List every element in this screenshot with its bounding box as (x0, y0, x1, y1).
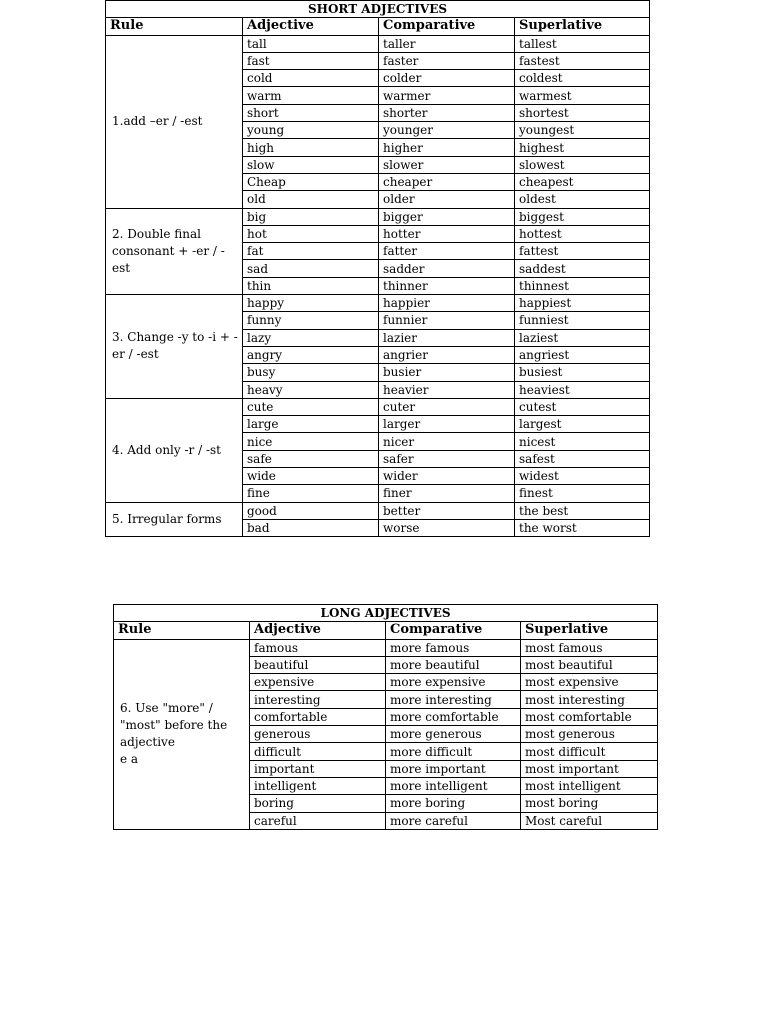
adjective-cell: difficult (250, 743, 386, 760)
comparative-cell: larger (379, 416, 515, 433)
adjective-cell: intelligent (250, 777, 386, 794)
comparative-cell: more interesting (386, 691, 521, 708)
table-title-row (114, 605, 658, 622)
table-row (106, 502, 650, 519)
adjective-cell: interesting (250, 691, 386, 708)
table-title: LONG ADJECTIVES (114, 605, 658, 622)
comparative-cell: more difficult (386, 743, 521, 760)
table-title-row (106, 1, 650, 18)
comparative-cell: more intelligent (386, 777, 521, 794)
comparative-cell: heavier (379, 381, 515, 398)
comparative-cell: more boring (386, 795, 521, 812)
comparative-cell: more generous (386, 726, 521, 743)
superlative-cell: saddest (515, 260, 650, 277)
adjective-cell: warm (243, 87, 379, 104)
adjective-cell: busy (243, 364, 379, 381)
table-row (106, 295, 650, 312)
adjective-cell: thin (243, 277, 379, 294)
superlative-header: Superlative (515, 18, 650, 35)
adjective-cell: cold (243, 70, 379, 87)
adjective-cell: safe (243, 450, 379, 467)
comparative-cell: more beautiful (386, 656, 521, 673)
comparative-cell: colder (379, 70, 515, 87)
adjective-cell: comfortable (250, 708, 386, 725)
comparative-cell: taller (379, 35, 515, 52)
superlative-cell: highest (515, 139, 650, 156)
adjective-cell: big (243, 208, 379, 225)
comparative-cell: worse (379, 519, 515, 536)
superlative-cell: angriest (515, 346, 650, 363)
rule-text-line: 4. Add only -r / -st (112, 442, 221, 457)
superlative-cell: finest (515, 485, 650, 502)
comparative-cell: happier (379, 295, 515, 312)
comparative-cell: bigger (379, 208, 515, 225)
superlative-cell: youngest (515, 122, 650, 139)
superlative-cell: most difficult (521, 743, 658, 760)
adjective-cell: slow (243, 156, 379, 173)
rule-text-line: adjective (120, 735, 175, 750)
adjective-cell: heavy (243, 381, 379, 398)
rule-header: Rule (106, 18, 243, 35)
table-row (106, 398, 650, 415)
rule-text-line: 1.add –er / -est (112, 114, 203, 129)
adjective-cell: beautiful (250, 656, 386, 673)
superlative-cell: most famous (521, 639, 658, 656)
rule-text-line: e a (120, 752, 139, 767)
adjective-cell: careful (250, 812, 386, 829)
superlative-cell: busiest (515, 364, 650, 381)
comparative-cell: older (379, 191, 515, 208)
superlative-cell: most intelligent (521, 777, 658, 794)
superlative-cell: fattest (515, 243, 650, 260)
superlative-cell: most interesting (521, 691, 658, 708)
superlative-cell: slowest (515, 156, 650, 173)
superlative-cell: cheapest (515, 173, 650, 190)
adjective-cell: angry (243, 346, 379, 363)
long-adjectives-body (114, 605, 658, 830)
superlative-cell: most expensive (521, 674, 658, 691)
adjective-cell: famous (250, 639, 386, 656)
superlative-cell: nicest (515, 433, 650, 450)
adjective-cell: funny (243, 312, 379, 329)
superlative-cell: widest (515, 468, 650, 485)
superlative-cell: biggest (515, 208, 650, 225)
superlative-cell: laziest (515, 329, 650, 346)
comparative-cell: finer (379, 485, 515, 502)
comparative-cell: lazier (379, 329, 515, 346)
superlative-cell: coldest (515, 70, 650, 87)
comparative-cell: younger (379, 122, 515, 139)
comparative-cell: cuter (379, 398, 515, 415)
adjective-cell: important (250, 760, 386, 777)
superlative-cell: warmest (515, 87, 650, 104)
superlative-cell: fastest (515, 52, 650, 69)
rule-cell (114, 639, 250, 829)
rule-text-line: consonant + -er / - (112, 243, 225, 258)
comparative-cell: angrier (379, 346, 515, 363)
comparative-cell: shorter (379, 104, 515, 121)
superlative-cell: happiest (515, 295, 650, 312)
adjective-cell: Cheap (243, 173, 379, 190)
table-row (114, 639, 658, 656)
comparative-cell: more careful (386, 812, 521, 829)
rule-cell (106, 35, 243, 208)
table-header-row (114, 622, 658, 639)
adjective-cell: lazy (243, 329, 379, 346)
superlative-cell: most generous (521, 726, 658, 743)
comparative-cell: hotter (379, 225, 515, 242)
superlative-cell: hottest (515, 225, 650, 242)
comparative-cell: cheaper (379, 173, 515, 190)
short-adjectives-body (106, 1, 650, 537)
adjective-cell: short (243, 104, 379, 121)
superlative-cell: most important (521, 760, 658, 777)
superlative-cell: funniest (515, 312, 650, 329)
adjective-header: Adjective (243, 18, 379, 35)
table-header-row (106, 18, 650, 35)
rule-cell (106, 502, 243, 537)
rule-header: Rule (114, 622, 250, 639)
superlative-cell: shortest (515, 104, 650, 121)
adjective-cell: happy (243, 295, 379, 312)
comparative-cell: higher (379, 139, 515, 156)
comparative-cell: sadder (379, 260, 515, 277)
rule-text-line: est (112, 260, 131, 275)
comparative-cell: fatter (379, 243, 515, 260)
comparative-cell: busier (379, 364, 515, 381)
rule-text-line: "most" before the (120, 718, 228, 733)
adjective-cell: sad (243, 260, 379, 277)
comparative-cell: thinner (379, 277, 515, 294)
comparative-cell: more expensive (386, 674, 521, 691)
comparative-cell: more famous (386, 639, 521, 656)
table-row (106, 208, 650, 225)
comparative-cell: more comfortable (386, 708, 521, 725)
superlative-cell: thinnest (515, 277, 650, 294)
superlative-cell: safest (515, 450, 650, 467)
comparative-cell: funnier (379, 312, 515, 329)
comparative-cell: more important (386, 760, 521, 777)
short-adjectives-table (105, 0, 650, 537)
rule-text-line: 5. Irregular forms (112, 511, 222, 526)
adjective-cell: old (243, 191, 379, 208)
adjective-cell: fat (243, 243, 379, 260)
comparative-header: Comparative (386, 622, 521, 639)
superlative-cell: most beautiful (521, 656, 658, 673)
superlative-cell: the worst (515, 519, 650, 536)
adjective-cell: fine (243, 485, 379, 502)
comparative-cell: faster (379, 52, 515, 69)
superlative-cell: cutest (515, 398, 650, 415)
adjective-cell: generous (250, 726, 386, 743)
long-adjectives-table (113, 604, 658, 830)
rule-cell (106, 208, 243, 294)
table-row (106, 35, 650, 52)
superlative-cell: the best (515, 502, 650, 519)
rule-text-line: er / -est (112, 347, 159, 362)
adjective-header: Adjective (250, 622, 386, 639)
comparative-cell: nicer (379, 433, 515, 450)
superlative-header: Superlative (521, 622, 658, 639)
adjective-cell: high (243, 139, 379, 156)
rule-cell (106, 295, 243, 399)
superlative-cell: most comfortable (521, 708, 658, 725)
superlative-cell: heaviest (515, 381, 650, 398)
superlative-cell: largest (515, 416, 650, 433)
adjective-cell: tall (243, 35, 379, 52)
adjective-cell: fast (243, 52, 379, 69)
comparative-cell: warmer (379, 87, 515, 104)
comparative-cell: slower (379, 156, 515, 173)
adjective-cell: hot (243, 225, 379, 242)
adjective-cell: good (243, 502, 379, 519)
superlative-cell: oldest (515, 191, 650, 208)
adjective-cell: cute (243, 398, 379, 415)
superlative-cell: most boring (521, 795, 658, 812)
adjective-cell: bad (243, 519, 379, 536)
adjective-cell: young (243, 122, 379, 139)
comparative-header: Comparative (379, 18, 515, 35)
comparative-cell: wider (379, 468, 515, 485)
comparative-cell: better (379, 502, 515, 519)
adjective-cell: nice (243, 433, 379, 450)
superlative-cell: Most careful (521, 812, 658, 829)
adjective-cell: wide (243, 468, 379, 485)
adjective-cell: boring (250, 795, 386, 812)
adjective-cell: large (243, 416, 379, 433)
rule-text-line: 2. Double final (112, 226, 201, 241)
adjective-cell: expensive (250, 674, 386, 691)
rule-text-line: 3. Change -y to -i + - (112, 330, 238, 345)
table-title: SHORT ADJECTIVES (106, 1, 650, 18)
rule-cell (106, 398, 243, 502)
rule-text-line: 6. Use "more" / (120, 701, 213, 716)
superlative-cell: tallest (515, 35, 650, 52)
comparative-cell: safer (379, 450, 515, 467)
